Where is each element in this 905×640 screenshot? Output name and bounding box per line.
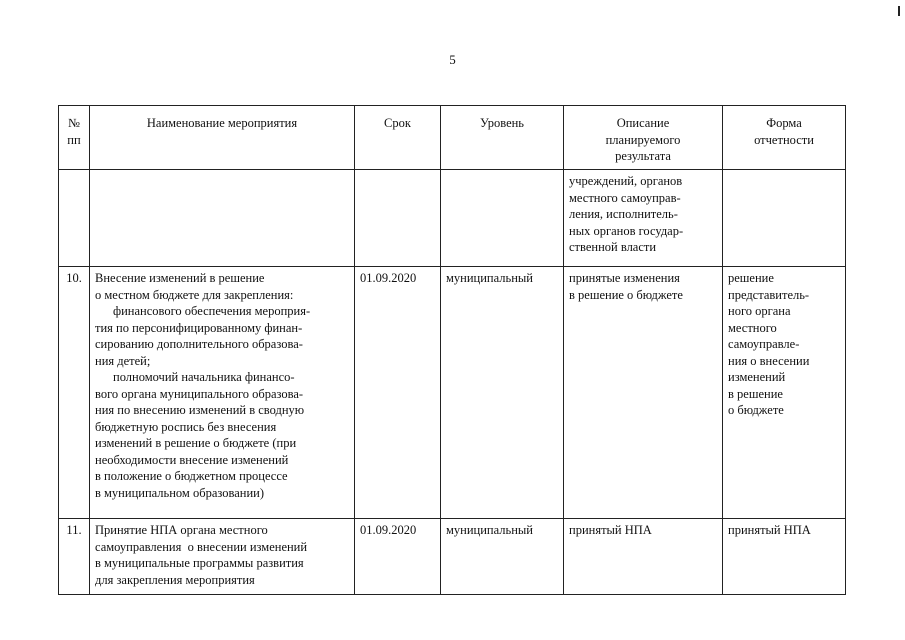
report-form-line: решение	[728, 271, 774, 285]
row-date	[355, 170, 441, 267]
report-form-line: изменений	[728, 370, 786, 384]
table-row	[59, 170, 846, 267]
report-form-line: принятый НПА	[728, 523, 811, 537]
description-line: ственной власти	[569, 240, 657, 254]
table-header-row	[59, 106, 846, 170]
name-line: Внесение изменений в решение	[95, 271, 265, 285]
row-name	[90, 519, 355, 595]
row-level	[441, 170, 564, 267]
row-report-form	[723, 170, 846, 267]
table-row	[59, 267, 846, 519]
report-form-line: ния о внесении	[728, 353, 810, 368]
name-line: сированию дополнительного образова-	[95, 337, 303, 351]
row-description	[564, 519, 723, 595]
header-date-line: Срок	[384, 116, 411, 130]
name-line: о местном бюджете для закрепления:	[95, 287, 294, 302]
name-line: вого органа муниципального образова-	[95, 386, 304, 401]
name-line: полномочий начальника финансо-	[113, 370, 295, 384]
name-line: изменений в решение о бюджете (при	[95, 436, 297, 450]
table-row	[59, 519, 846, 595]
name-line: финансового обеспечения мероприя-	[113, 304, 311, 318]
report-form-line: ного органа	[728, 304, 791, 318]
header-level-line: Уровень	[479, 116, 525, 130]
row-date: 01.09.2020	[355, 267, 441, 519]
row-name	[90, 267, 355, 519]
report-form-line: представитель-	[728, 287, 810, 302]
row-date: 01.09.2020	[355, 519, 441, 595]
row-num: 11.	[59, 519, 90, 595]
header-name-line: Наименование мероприятия	[146, 116, 298, 130]
name-line: бюджетную роспись без внесения	[95, 419, 277, 434]
activities-table	[58, 105, 846, 595]
name-line: в муниципальном образовании)	[95, 485, 265, 500]
name-line: для закрепления мероприятия	[95, 572, 255, 587]
row-num: 10.	[59, 267, 90, 519]
report-form-line: самоуправле-	[728, 337, 800, 351]
row-num	[59, 170, 90, 267]
row-level: муниципальный	[441, 519, 564, 595]
header-level	[441, 106, 564, 170]
header-description-line: планируемого	[605, 132, 681, 147]
name-line: ния детей;	[95, 353, 151, 368]
description-line: в решение о бюджете	[569, 287, 683, 302]
report-form-line: о бюджете	[728, 403, 784, 417]
row-name	[90, 170, 355, 267]
row-level: муниципальный	[441, 267, 564, 519]
header-description-line: Описание	[616, 116, 670, 130]
description-line: местного самоуправ-	[569, 190, 681, 205]
name-line: в муниципальные программы развития	[95, 556, 304, 570]
header-report-form-line: отчетности	[754, 132, 814, 147]
description-line: учреждений, органов	[569, 174, 683, 188]
scan-edge-mark	[898, 6, 900, 16]
name-line: ния по внесению изменений в сводную	[95, 403, 305, 417]
name-line: Принятие НПА органа местного	[95, 523, 268, 537]
name-line: необходимости внесение изменений	[95, 452, 289, 467]
header-num-line: пп	[67, 132, 81, 147]
row-description	[564, 267, 723, 519]
header-name	[90, 106, 355, 170]
header-description	[564, 106, 723, 170]
page-number: 5	[449, 52, 456, 67]
description-line: ных органов государ-	[569, 223, 684, 238]
header-num-line: №	[68, 116, 80, 130]
name-line: тия по персонифицированному финан-	[95, 320, 303, 335]
row-report-form	[723, 519, 846, 595]
report-form-line: местного	[728, 320, 777, 335]
header-description-line: результата	[615, 149, 671, 163]
header-report-form	[723, 106, 846, 170]
name-line: в положение о бюджетном процессе	[95, 469, 288, 483]
header-report-form-line: Форма	[766, 116, 802, 130]
description-line: принятый НПА	[569, 523, 652, 537]
description-line: принятые изменения	[569, 271, 680, 285]
header-num	[59, 106, 90, 170]
description-line: ления, исполнитель-	[569, 207, 678, 221]
report-form-line: в решение	[728, 386, 783, 401]
name-line: самоуправления о внесении изменений	[95, 539, 308, 554]
row-report-form	[723, 267, 846, 519]
row-description	[564, 170, 723, 267]
header-date	[355, 106, 441, 170]
